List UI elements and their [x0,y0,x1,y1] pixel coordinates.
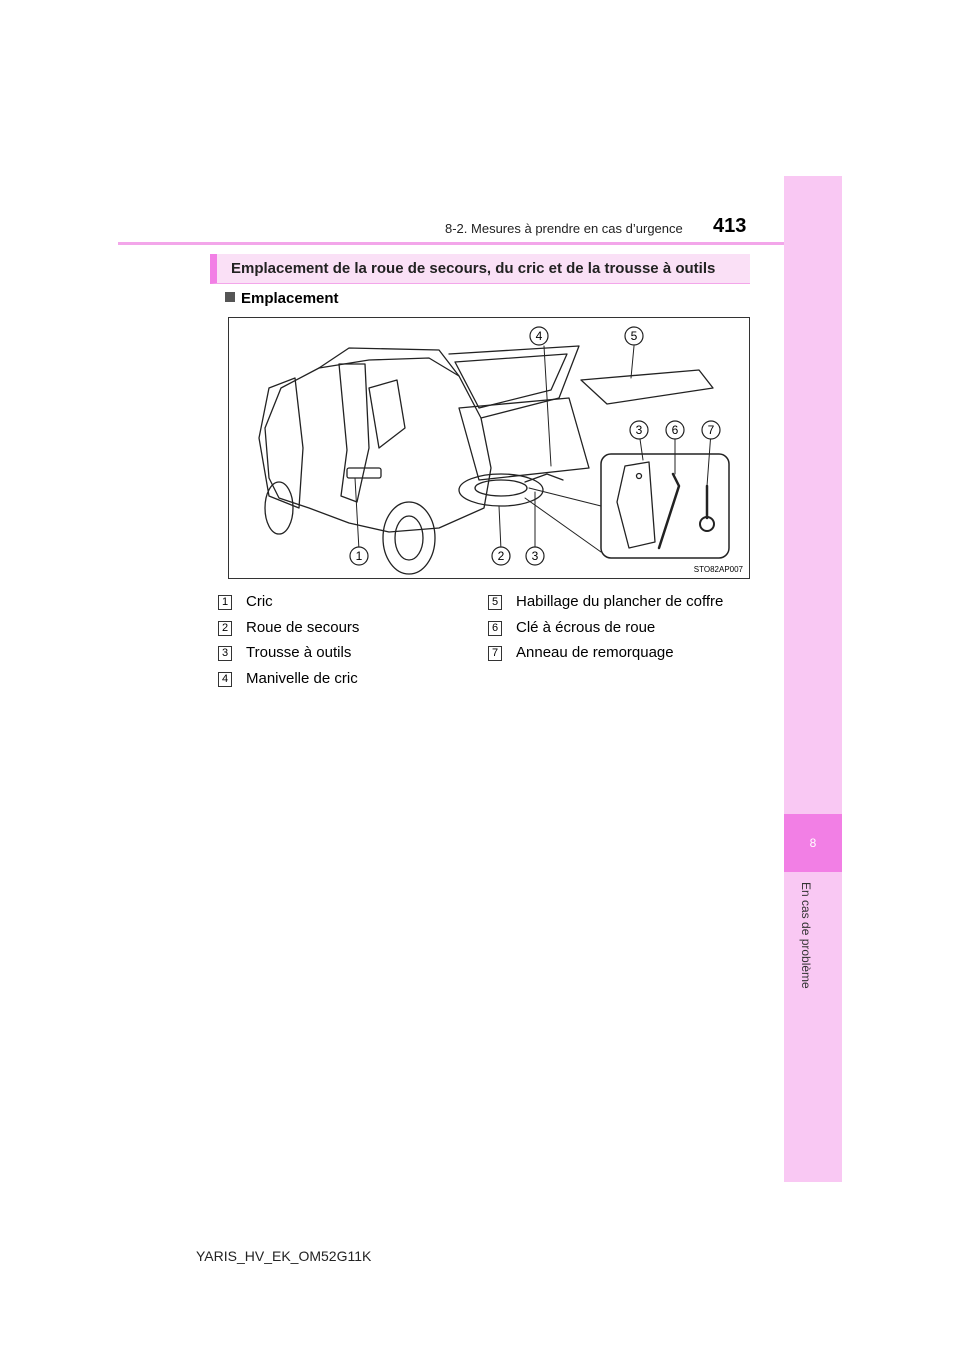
callout-7: 7 [707,423,715,437]
car-trunk-illustration [229,318,749,578]
section-heading-band [210,254,750,284]
legend-label-4: Manivelle de cric [246,670,358,687]
callout-6: 6 [671,423,679,437]
legend-number-1: 1 [218,595,232,610]
legend-item-3 [218,644,351,661]
tool-inset-panel [601,454,729,558]
figure-code: STO82AP007 [693,565,743,574]
callout-5: 5 [630,329,638,343]
callout-3-bottom: 3 [531,549,539,563]
chapter-side-tab [784,176,842,1182]
callout-4: 4 [535,329,543,343]
legend-number-3: 3 [218,646,232,661]
legend-label-1: Cric [246,593,273,610]
chapter-title-vertical: En cas de problème [799,882,813,989]
legend-number-6: 6 [488,621,502,636]
legend-item-1 [218,593,273,610]
header-section-title: 8-2. Mesures à prendre en cas d’urgence [445,221,683,236]
square-bullet-icon [225,292,235,302]
header-divider [118,242,840,245]
spare-tire-shape [459,474,543,506]
legend-label-6: Clé à écrous de roue [516,619,656,636]
page-number: 413 [713,215,747,237]
wheel-wrench-shape [659,474,679,548]
front-wheel [265,482,293,534]
callout-1: 1 [355,549,363,563]
illustration-frame [228,317,750,579]
chapter-number-tab[interactable]: 8 [784,814,842,872]
rear-wheel [383,502,435,574]
rear-seat [369,380,405,448]
floor-board-shape [581,370,713,404]
footer-model-code: YARIS_HV_EK_OM52G11K [196,1248,372,1264]
legend-item-2 [218,619,359,636]
legend-number-5: 5 [488,595,502,610]
legend-label-3: Trousse à outils [246,644,352,661]
legend-item-6 [488,619,655,636]
legend-number-7: 7 [488,646,502,661]
tool-bag-shape [617,462,655,548]
legend-item-5 [488,593,723,610]
section-title: Emplacement de la roue de secours, du cric et de la trousse à outils [231,260,716,277]
callout-2: 2 [497,549,505,563]
legend-label-7: Anneau de remorquage [516,644,674,661]
subsection-title: Emplacement [241,290,339,307]
subsection-heading [225,290,339,307]
callout-3-top: 3 [635,423,643,437]
legend-number-4: 4 [218,672,232,687]
legend-label-2: Roue de secours [246,619,360,636]
legend-number-2: 2 [218,621,232,636]
legend-item-4 [218,670,358,687]
legend-item-7 [488,644,674,661]
trunk-opening [459,398,589,480]
legend-label-5: Habillage du plancher de coffre [516,593,724,610]
rear-door-open [339,364,369,502]
